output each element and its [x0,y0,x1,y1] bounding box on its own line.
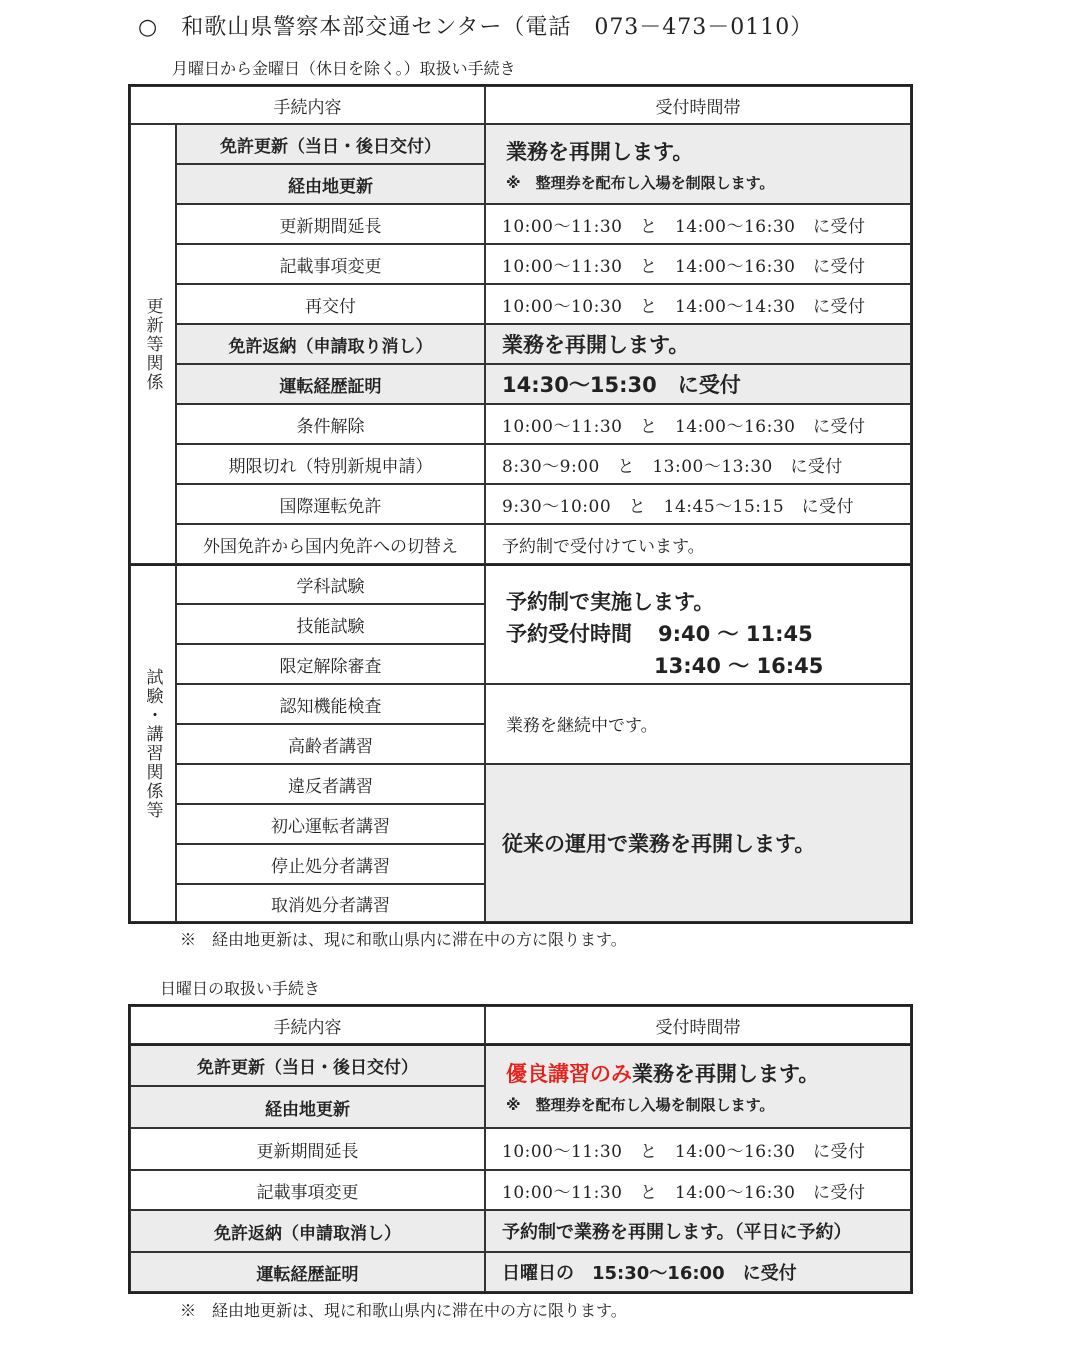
row-limit-removal: 限定解除審査 [176,644,485,684]
sunday-ticket-note: ※ 整理券を配布し入場を制限します。 [506,1096,775,1114]
sunday-hours-record-change: 10:00～11:30 と 14:00～16:30 に受付 [485,1170,911,1210]
row-cognitive-test: 認知機能検査 [176,684,485,724]
row-violator-course: 違反者講習 [176,764,485,804]
group-label-renewal: 更新等関係 [130,124,176,564]
row-extension: 更新期間延長 [176,204,485,244]
resume-message: 業務を再開します。 [506,139,694,164]
sunday-row-surrender: 免許返納（申請取消し） [130,1210,485,1252]
row-renewal: 免許更新（当日・後日交付） [176,124,485,164]
row-address-change: 経由地更新 [176,164,485,204]
hours-renewal [485,124,911,204]
exam-time-2: 13:40 ～ 16:45 [654,654,824,678]
exam-time-1: 9:40 ～ 11:45 [658,622,813,646]
weekday-footnote: ※ 経由地更新は、現に和歌山県内に滞在中の方に限ります。 [180,930,627,949]
col-header-hours: 受付時間帯 [485,86,911,124]
sunday-hours-driving-record: 日曜日の 15:30～16:00 に受付 [485,1252,911,1292]
exam-reception-label: 予約受付時間 [506,622,632,646]
sunday-col-header-procedure: 手続内容 [130,1006,485,1044]
row-suspension-course: 停止処分者講習 [176,844,485,884]
row-reissue: 再交付 [176,284,485,324]
row-beginner-course: 初心運転者講習 [176,804,485,844]
hours-courses-resume: 従来の運用で業務を再開します。 [485,764,911,922]
row-driving-record: 運転経歴証明 [176,364,485,404]
hours-reissue: 10:00～10:30 と 14:00～14:30 に受付 [485,284,911,324]
row-expired: 期限切れ（特別新規申請） [176,444,485,484]
row-elderly-course: 高齢者講習 [176,724,485,764]
page-title: ○ 和歌山県警察本部交通センター（電話 073－473－0110） [138,15,814,40]
hours-expired: 8:30～9:00 と 13:00～13:30 に受付 [485,444,911,484]
sunday-footnote: ※ 経由地更新は、現に和歌山県内に滞在中の方に限ります。 [180,1301,627,1320]
sunday-hours-extension: 10:00～11:30 と 14:00～16:30 に受付 [485,1128,911,1170]
ticket-note: ※ 整理券を配布し入場を制限します。 [506,173,775,192]
exam-reservation: 予約制で実施します。 [506,590,715,614]
col-header-procedure: 手続内容 [130,86,485,124]
hours-extension: 10:00～11:30 と 14:00～16:30 に受付 [485,204,911,244]
sunday-resume-message: 優良講習のみ業務を再開します。 [506,1062,820,1086]
row-revocation-course: 取消処分者講習 [176,884,485,922]
weekday-heading: 月曜日から金曜日（休日を除く。）取扱い手続き [172,59,516,78]
row-record-change: 記載事項変更 [176,244,485,284]
row-condition-removal: 条件解除 [176,404,485,444]
sunday-hours-renewal [485,1044,911,1128]
sunday-row-address-change: 経由地更新 [130,1086,485,1128]
hours-foreign-conversion: 予約制で受付けています。 [485,524,911,564]
sunday-hours-surrender: 予約制で業務を再開します。（平日に予約） [485,1210,911,1252]
row-skill-test: 技能試験 [176,604,485,644]
hours-international: 9:30～10:00 と 14:45～15:15 に受付 [485,484,911,524]
sunday-row-extension: 更新期間延長 [130,1128,485,1170]
excellent-course-only: 優良講習のみ [506,1062,632,1086]
hours-condition-removal: 10:00～11:30 と 14:00～16:30 に受付 [485,404,911,444]
hours-surrender-time: 14:30～15:30 に受付 [485,364,911,404]
hours-continuing: 業務を継続中です。 [485,684,911,764]
sunday-col-header-hours: 受付時間帯 [485,1006,911,1044]
exam-reception-row [506,618,910,648]
sunday-row-record-change: 記載事項変更 [130,1170,485,1210]
row-surrender: 免許返納（申請取り消し） [176,324,485,364]
group-label-exam: 試験・講習関係等 [130,564,176,922]
hours-exam [485,564,911,684]
hours-surrender-resume: 業務を再開します。 [485,324,911,364]
row-foreign-conversion: 外国免許から国内免許への切替え [176,524,485,564]
row-written-test: 学科試験 [176,564,485,604]
hours-record-change: 10:00～11:30 と 14:00～16:30 に受付 [485,244,911,284]
sunday-row-renewal: 免許更新（当日・後日交付） [130,1044,485,1086]
sunday-row-driving-record: 運転経歴証明 [130,1252,485,1292]
sunday-heading: 日曜日の取扱い手続き [160,979,321,998]
row-international: 国際運転免許 [176,484,485,524]
